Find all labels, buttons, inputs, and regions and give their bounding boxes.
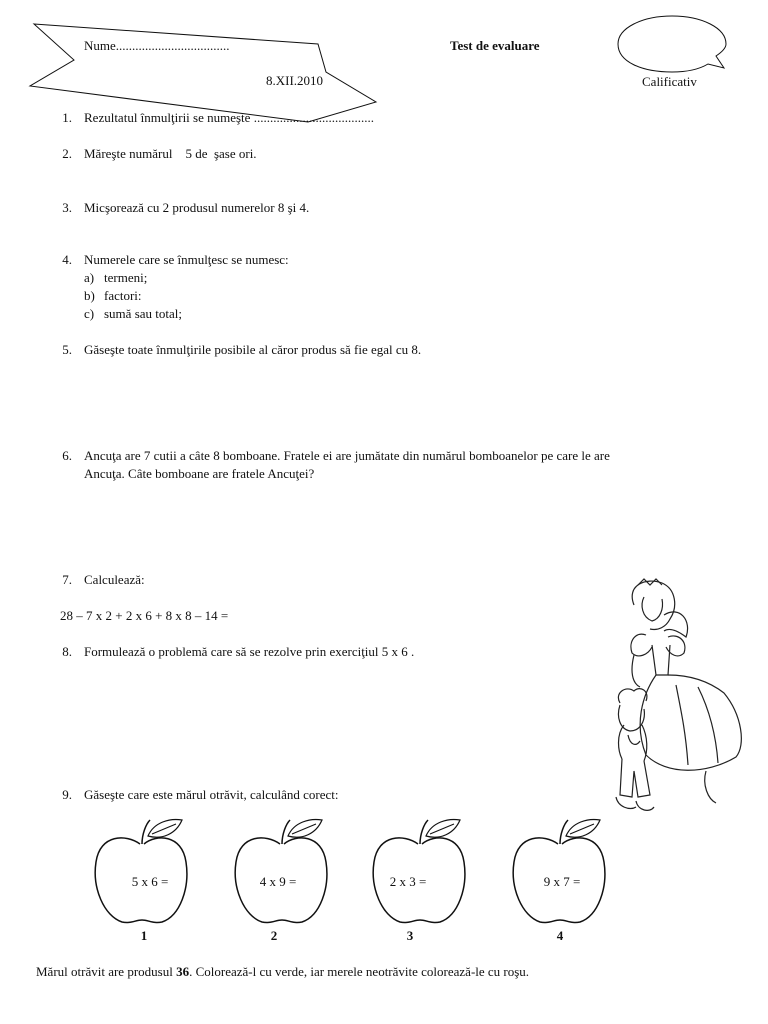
question-6-number: 6. — [62, 448, 72, 463]
question-6-text-line2: Ancuţa. Câte bomboane are fratele Ancuţei? — [84, 466, 315, 481]
apple-3-outline-icon — [370, 816, 470, 928]
apple-2[interactable] — [232, 816, 332, 928]
question-7-number: 7. — [62, 572, 72, 587]
apple-1-number: 1 — [140, 928, 148, 943]
question-5-text: Găseşte toate înmulţirile posibile al căror produs să fie egal cu 8. — [84, 342, 422, 357]
grade-label: Calificativ — [642, 74, 697, 89]
question-8-number: 8. — [62, 644, 72, 659]
apple-2-outline-icon — [232, 816, 332, 928]
question-5-number: 5. — [62, 342, 72, 357]
option-c-letter: c) — [84, 306, 95, 321]
apple-3-number: 3 — [406, 928, 414, 943]
question-8-text: Formulează o problemă care să se rezolve prin exerciţiul 5 x 6 . — [84, 644, 415, 659]
question-2-number: 2. — [62, 146, 72, 161]
question-4-text: Numerele care se înmulţesc se numesc: — [84, 252, 289, 267]
apple-4-outline-icon — [510, 816, 610, 928]
question-2-text: Măreşte numărul 5 de şase ori. — [84, 146, 257, 161]
princess-and-dwarf-illustration — [606, 575, 756, 835]
question-7-text: Calculează: — [84, 572, 145, 587]
apple-2-number: 2 — [270, 928, 278, 943]
question-9-text: Găseşte care este mărul otrăvit, calculând corect: — [84, 787, 339, 802]
option-a-letter: a) — [84, 270, 95, 285]
apple-1-outline-icon — [92, 816, 192, 928]
option-b-letter: b) — [84, 288, 95, 303]
apple-2-expression: 4 x 9 = — [259, 874, 297, 889]
test-date: 8.XII.2010 — [266, 73, 324, 88]
poisoned-product-value: 36 — [176, 964, 190, 979]
footer-text-part1: Mărul otrăvit are produsul — [36, 964, 177, 979]
question-7-expression: 28 – 7 x 2 + 2 x 6 + 8 x 8 – 14 = — [60, 608, 229, 623]
apple-4-expression: 9 x 7 = — [543, 874, 581, 889]
apple-3[interactable] — [370, 816, 470, 928]
page-title: Test de evaluare — [450, 38, 540, 53]
apple-1-expression: 5 x 6 = — [131, 874, 169, 889]
apple-4[interactable] — [510, 816, 610, 928]
question-3-number: 3. — [62, 200, 72, 215]
option-b-text: factori: — [104, 288, 142, 303]
question-4-number: 4. — [62, 252, 72, 267]
option-a-text: termeni; — [104, 270, 148, 285]
footer-text-part2: . Colorează-l cu verde, iar merele neotrăvite colorează-le cu roşu. — [189, 964, 530, 979]
apple-4-number: 4 — [556, 928, 564, 943]
name-field[interactable]: Nume................................... — [84, 38, 230, 53]
grade-bubble-shape — [612, 12, 732, 82]
apple-3-expression: 2 x 3 = — [389, 874, 427, 889]
question-6-text: Ancuţa are 7 cutii a câte 8 bomboane. Fratele ei are jumătate din numărul bomboanelor pe care le are — [84, 448, 610, 463]
question-1-text: Rezultatul înmulţirii se numeşte ..................................... — [84, 110, 374, 125]
question-1-number: 1. — [62, 110, 72, 125]
footer-instruction — [36, 964, 529, 980]
apple-1[interactable] — [92, 816, 192, 928]
option-c-text: sumă sau total; — [104, 306, 182, 321]
question-3-text: Micşorează cu 2 produsul numerelor 8 şi 4. — [84, 200, 310, 215]
question-9-number: 9. — [62, 787, 72, 802]
